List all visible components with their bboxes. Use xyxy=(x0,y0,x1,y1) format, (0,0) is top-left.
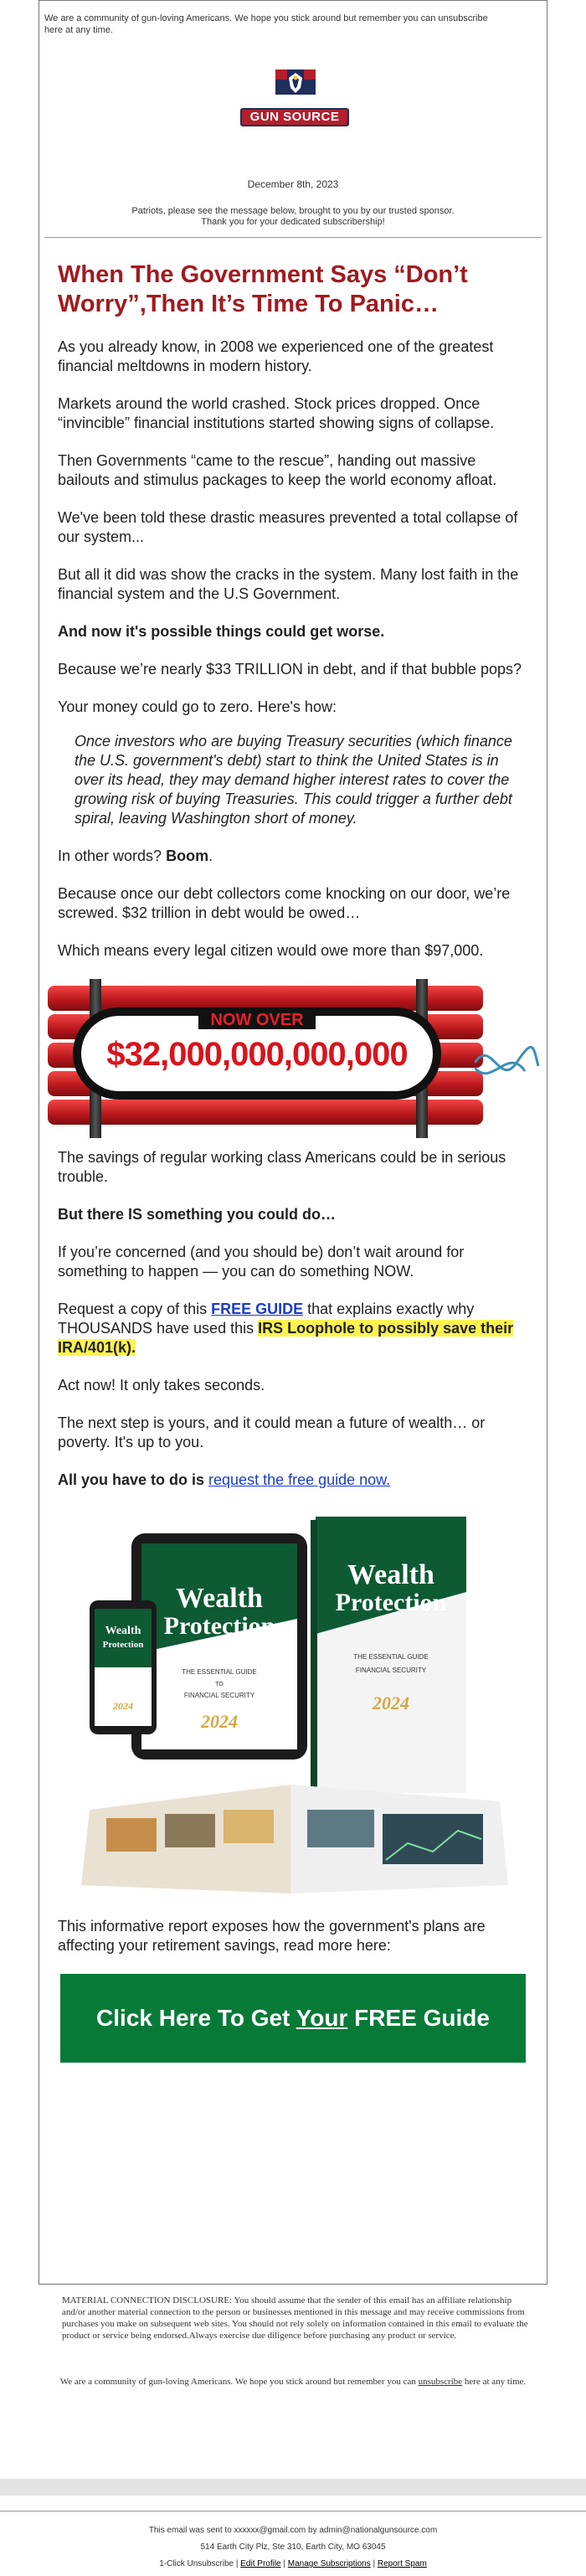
report-spam-link[interactable]: Report Spam xyxy=(377,2559,427,2568)
sponsor-line-1: Patriots, please see the message below, brought to you by our trusted sponsor. xyxy=(131,206,455,216)
footer-links xyxy=(0,2556,586,2573)
grey-separator xyxy=(0,2479,586,2496)
link-sep: | xyxy=(370,2559,378,2568)
free-guide-link[interactable]: FREE GUIDE xyxy=(211,1301,304,1317)
paragraph: The next step is yours, and it could mean a future of wealth… or poverty. It's up to you. xyxy=(58,1414,486,1450)
phone-title: Wealth xyxy=(105,1625,141,1637)
paragraph: Your money could go to zero. Here's how: xyxy=(58,698,337,715)
recipient-email: xxxxxx@gmail.com xyxy=(234,2526,306,2535)
boom-text: Boom xyxy=(166,848,209,864)
manage-subscriptions-link[interactable]: Manage Subscriptions xyxy=(287,2559,371,2568)
one-click-unsubscribe[interactable]: 1-Click Unsubscribe | xyxy=(159,2559,241,2568)
paragraph-bold: But there IS something you could do… xyxy=(58,1206,337,1223)
eagle-flag-icon xyxy=(274,66,317,100)
fuse-icon xyxy=(475,1029,542,1096)
paragraph: We've been told these drastic measures prevented a total collapse of our system... xyxy=(58,509,518,545)
debt-label-inner xyxy=(81,1011,433,1091)
book-title-2: Protection xyxy=(335,1589,447,1616)
email-frame xyxy=(39,0,547,2285)
dynamite-debt-image xyxy=(39,979,542,1138)
book-title: Wealth xyxy=(347,1559,434,1590)
in-other-words-lead: In other words? xyxy=(58,848,167,864)
logo-wordmark: GUN SOURCE xyxy=(240,108,349,126)
headline: When The Government Says “Don’t Worry”,Then It’s Time To Panic… xyxy=(58,261,468,317)
sponsor-line-2: Thank you for your dedicated subscribership! xyxy=(201,217,385,227)
guide-product-image[interactable] xyxy=(39,1508,542,1902)
unsubscribe-link[interactable]: unsubscribe xyxy=(418,2377,463,2387)
paragraph-bold: And now it's possible things could get worse. xyxy=(58,623,385,640)
paragraph: Markets around the world crashed. Stock prices dropped. Once “invincible” financial institutions started showing signs of collapse. xyxy=(58,395,495,431)
sent-mid: by xyxy=(306,2526,320,2535)
email-date: December 8th, 2023 xyxy=(247,178,339,190)
email-footer xyxy=(0,2522,586,2573)
book-year: 2024 xyxy=(373,1692,409,1713)
paragraph: Because once our debt collectors come knocking on our door, we’re screwed. $32 trillion in debt would be owed… xyxy=(58,885,511,921)
footer-divider xyxy=(0,2511,586,2512)
gun-source-logo[interactable] xyxy=(240,66,349,133)
all-you-have-paragraph xyxy=(58,1471,528,1490)
request-guide-link[interactable]: request the free guide now. xyxy=(208,1471,391,1488)
tablet-title: Wealth xyxy=(176,1583,263,1614)
guide-pre: Request a copy of this xyxy=(58,1301,212,1317)
phone-year: 2024 xyxy=(113,1700,133,1712)
paragraph: Because we’re nearly $33 TRILLION in debt, and if that bubble pops? xyxy=(58,661,522,677)
preheader-text: We are a community of gun-loving Americans. We hope you stick around but remember you can unsubscribe here at any time. xyxy=(44,13,488,35)
link-sep: | xyxy=(280,2559,288,2568)
footer-community-note xyxy=(0,2377,586,2387)
book-subtitle: THE ESSENTIAL GUIDE xyxy=(353,1653,429,1661)
paragraph: But all it did was show the cracks in the system. Many lost faith in the financial system and the U.S Government. xyxy=(58,566,519,602)
now-over-text: NOW OVER xyxy=(198,1011,316,1029)
free-guide-cta-button[interactable] xyxy=(60,1974,526,2063)
quote-block: Once investors who are buying Treasury securities (which finance the U.S. government's debt) start to think the United States is in over its head, they may demand higher interest rates to cover the growing risk of buying Treasuries. This could trigger a further debt spiral, leaving Washington short of money. xyxy=(75,733,512,827)
postal-address: 514 Earth City Plz, Ste 310, Earth City, MO 63045 xyxy=(200,2543,386,2552)
material-disclosure: MATERIAL CONNECTION DISCLOSURE: You should assume that the sender of this email has an affiliate relationship and/or another material connection to the person or businesses mentioned in this message and may receive commissions from purchases you make on subsequent web sites. You should not rely solely on information contained in this email to evaluate the product or service being endorsed.Always exercise due diligence before purchasing any product or service. xyxy=(62,2295,528,2341)
sender-email: admin@nationalgunsource.com xyxy=(319,2526,438,2535)
cta-pre: Click Here To Get xyxy=(96,2005,296,2031)
guide-mid: that explains exactly why THOUSANDS have used this xyxy=(58,1301,475,1337)
book-subtitle-2: FINANCIAL SECURITY xyxy=(355,1667,427,1674)
tablet-subtitle-2: FINANCIAL SECURITY xyxy=(183,1692,255,1699)
irs-loophole-highlight: IRS Loophole to possibly save their IRA/401(k). xyxy=(58,1320,514,1356)
in-other-words-end: . xyxy=(208,848,213,864)
sent-pre: This email was sent to xyxy=(148,2526,234,2535)
report-paragraph: This informative report exposes how the government's plans are affecting your retirement savings, read more here: xyxy=(58,1918,486,1954)
sponsor-note xyxy=(39,206,547,228)
tablet-title-2: Protection xyxy=(163,1612,275,1640)
paragraph: If you’re concerned (and you should be) don’t wait around for something to happen — you can do something NOW. xyxy=(58,1244,465,1280)
email-body xyxy=(58,260,528,2063)
tablet-subtitle: THE ESSENTIAL GUIDE xyxy=(182,1668,257,1676)
wealth-protection-book-graphic xyxy=(39,1508,542,1902)
phone-title-2: Protection xyxy=(102,1640,144,1650)
cta-post: FREE Guide xyxy=(347,2005,490,2031)
edit-profile-link[interactable]: Edit Profile xyxy=(240,2559,281,2568)
paragraph: The savings of regular working class Americans could be in serious trouble. xyxy=(58,1149,506,1185)
footer-note-post: here at any time. xyxy=(462,2377,527,2387)
cta-your: Your xyxy=(296,2005,348,2031)
paragraph: As you already know, in 2008 we experienced one of the greatest financial meltdowns in modern history. xyxy=(58,338,494,374)
in-other-words xyxy=(58,847,528,866)
tablet-year: 2024 xyxy=(201,1711,238,1732)
sent-to-line xyxy=(0,2522,586,2539)
paragraph: Act now! It only takes seconds. xyxy=(58,1377,265,1394)
divider xyxy=(44,237,542,238)
paragraph: Then Governments “came to the rescue”, handing out massive bailouts and stimulus packages to keep the world economy afloat. xyxy=(58,452,497,488)
paragraph: Which means every legal citizen would owe more than $97,000. xyxy=(58,942,484,959)
debt-label xyxy=(73,1007,441,1100)
debt-amount: $32,000,000,000,000 xyxy=(106,1036,408,1073)
guide-paragraph xyxy=(58,1300,528,1358)
all-you-have-lead: All you have to do is xyxy=(58,1471,209,1488)
footer-note-pre: We are a community of gun-loving Americans. We hope you stick around but remember you can xyxy=(59,2377,419,2387)
tablet-to: TO xyxy=(215,1682,224,1687)
